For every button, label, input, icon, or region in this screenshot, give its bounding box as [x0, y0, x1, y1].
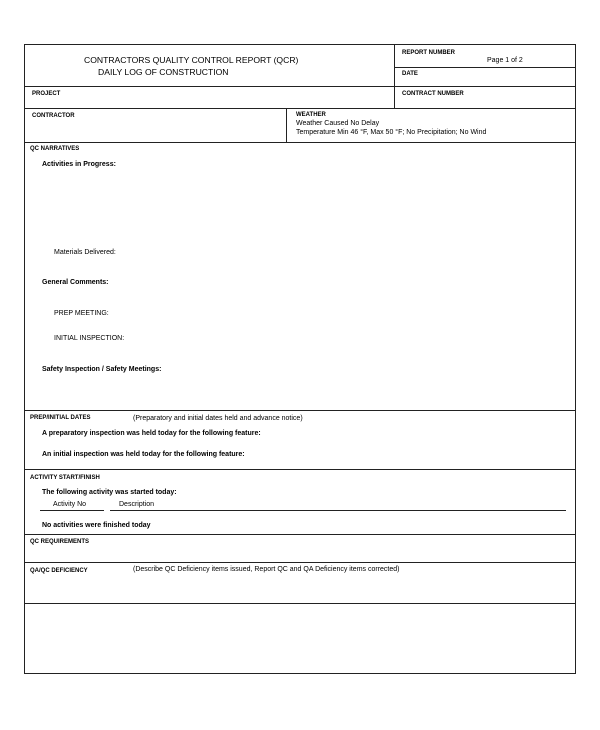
project-bottom-rule [24, 108, 576, 109]
report-number-label: REPORT NUMBER [402, 50, 456, 56]
contract-number-label: CONTRACT NUMBER [402, 91, 464, 97]
narratives-bottom-rule [24, 410, 576, 411]
activity-start-finish-label: ACTIVITY START/FINISH [30, 475, 100, 481]
activity-no-column-header: Activity No [53, 501, 87, 508]
safety-inspection-label: Safety Inspection / Safety Meetings: [42, 366, 162, 373]
general-comments-label: General Comments: [42, 279, 109, 286]
prep-initial-dates-label: PREP/INITIAL DATES [30, 415, 91, 421]
no-activities-finished-text: No activities were finished today [42, 522, 151, 529]
activities-in-progress-label: Activities in Progress: [42, 161, 116, 168]
activity-bottom-rule [24, 534, 576, 535]
description-underline [110, 510, 566, 511]
report-frame [24, 44, 576, 674]
materials-delivered-label: Materials Delivered: [54, 249, 116, 256]
qc-requirements-bottom-rule [24, 562, 576, 563]
qa-qc-deficiency-label: QA/QC DEFICIENCY [30, 568, 88, 574]
contractor-bottom-rule [24, 142, 576, 143]
project-divider [394, 86, 395, 108]
prep-meeting-label: PREP MEETING: [54, 310, 109, 317]
report-subtitle: DAILY LOG OF CONSTRUCTION [98, 67, 229, 77]
project-label: PROJECT [32, 91, 61, 97]
report-title: CONTRACTORS QUALITY CONTROL REPORT (QCR) [84, 55, 299, 65]
prep-initial-bottom-rule [24, 469, 576, 470]
activity-started-text: The following activity was started today: [42, 489, 177, 496]
initial-inspection-text: An initial inspection was held today for the following feature: [42, 451, 245, 458]
qc-requirements-label: QC REQUIREMENTS [30, 539, 90, 545]
weather-delay-text: Weather Caused No Delay [296, 120, 380, 127]
page-indicator: Page 1 of 2 [487, 57, 523, 64]
prep-initial-note: (Preparatory and initial dates held and advance notice) [133, 415, 303, 422]
weather-divider [286, 108, 287, 142]
weather-label: WEATHER [296, 112, 326, 118]
deficiency-note: (Describe QC Deficiency items issued, Report QC and QA Deficiency items corrected) [133, 566, 400, 573]
deficiency-bottom-rule [24, 603, 576, 604]
weather-temperature-text: Temperature Min 46 °F, Max 50 °F; No Precipitation; No Wind [296, 129, 487, 136]
date-label: DATE [402, 71, 418, 77]
qc-narratives-label: QC NARRATIVES [30, 146, 80, 152]
preparatory-inspection-text: A preparatory inspection was held today for the following feature: [42, 430, 261, 437]
initial-inspection-label: INITIAL INSPECTION: [54, 335, 125, 342]
description-column-header: Description [119, 501, 155, 508]
activity-no-underline [40, 510, 104, 511]
report-number-divider [394, 67, 576, 68]
header-divider [394, 44, 395, 86]
contractor-label: CONTRACTOR [32, 113, 75, 119]
header-bottom-rule [24, 86, 576, 87]
